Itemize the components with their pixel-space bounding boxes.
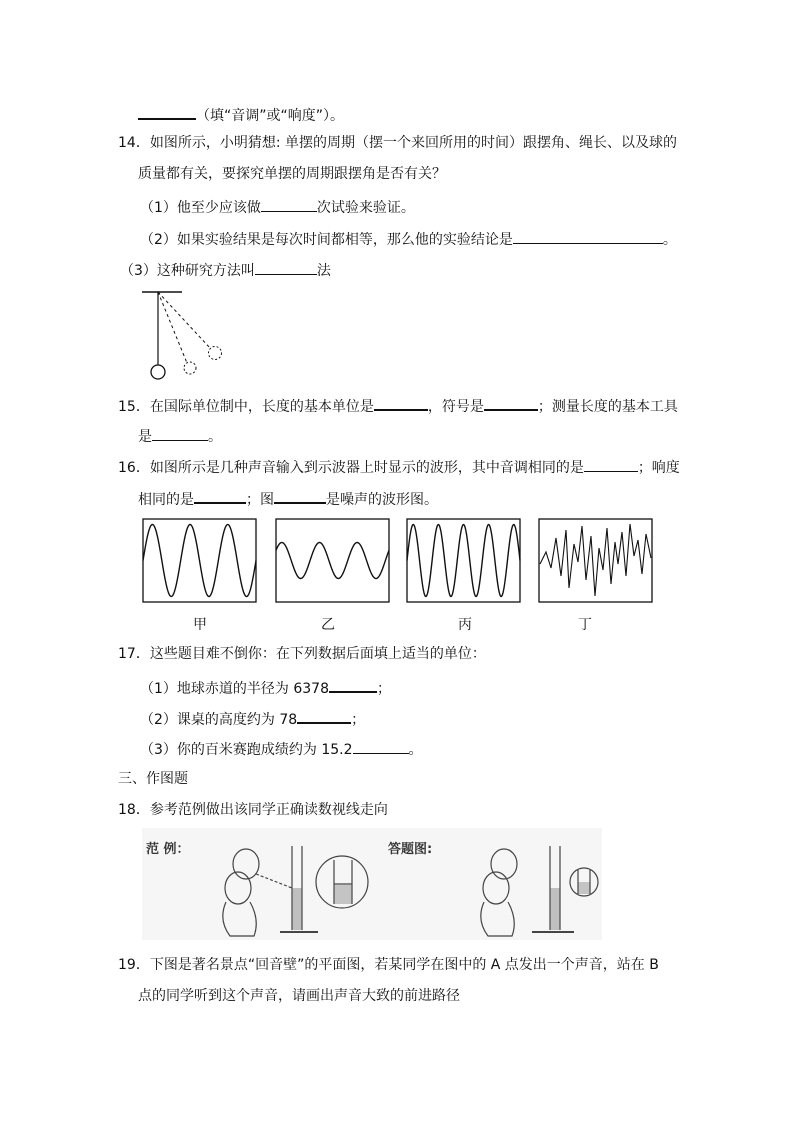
waveform-label-yi: 乙 [321, 617, 335, 633]
blank[interactable] [152, 425, 208, 441]
q17-line: 17．这些题目难不倒你：在下列数据后面填上适当的单位： [118, 646, 486, 662]
q14-sub-2: （2）如果实验结果是每次时间都相等，那么他的实验结论是 。 [140, 228, 677, 250]
answer-figure [384, 828, 602, 940]
q16-line-1: 16．如图所示是几种声音输入到示波器上时显示的波形，其中音调相同的是 ；响度 [118, 456, 680, 478]
q17-sub-3: （3）你的百米赛跑成绩约为 15.2 。 [140, 738, 423, 760]
blank[interactable] [297, 707, 351, 724]
q14-line-2: 质量都有关，要探究单摆的周期跟摆角是否有关？ [138, 166, 446, 182]
q18-line: 18．参考范例做出该同学正确读数视线走向 [118, 802, 388, 818]
blank[interactable] [584, 456, 638, 472]
blank[interactable] [329, 676, 377, 693]
dashed-string-1 [158, 292, 187, 363]
q14-line-1: 14．如图所示，小明猜想: 单摆的周期（摆一个来回所用的时间）跟摆角、绳长、以及球的 [118, 135, 677, 151]
waveform-bing [406, 518, 522, 604]
q15-line-1: 15．在国际单位制中，长度的基本单位是 ，符号是 ；测量长度的基本工具 [118, 394, 678, 417]
waveform-label-jia: 甲 [193, 617, 207, 633]
blank[interactable] [513, 228, 663, 244]
dashed-ball-2 [209, 347, 222, 360]
example-figure [142, 828, 408, 940]
blank[interactable] [261, 196, 317, 212]
answer-line-13: （填“音调”或“响度”）。 [138, 103, 344, 126]
reading-sketch [142, 828, 408, 940]
pendulum-figure [138, 286, 238, 386]
example-label: 范 例： [146, 842, 190, 857]
blank[interactable] [194, 487, 246, 504]
blank[interactable] [374, 394, 428, 411]
q15-line-2: 是 。 [138, 425, 222, 447]
blank[interactable] [138, 103, 196, 120]
q19-line-1: 19．下图是著名景点“回音壁”的平面图，若某同学在图中的 A 点发出一个声音，站在 B [118, 957, 659, 973]
waveform-ding [538, 518, 654, 604]
reading-sketch [384, 828, 602, 940]
q17-sub-1: （1）地球赤道的半径为 6378 ； [140, 676, 391, 699]
dashed-string-2 [158, 292, 210, 348]
blank[interactable] [274, 487, 326, 504]
answer-label: 答题图: [388, 842, 433, 857]
blank[interactable] [255, 259, 317, 275]
waveform-yi [275, 518, 391, 604]
blank[interactable] [484, 394, 538, 411]
waveform-jia [142, 518, 258, 604]
section-title: 三、作图题 [118, 771, 188, 787]
waveform-label-bing: 丙 [458, 617, 472, 633]
q16-line-2: 相同的是 ；图 是噪声的波形图。 [138, 487, 438, 510]
q14-sub-3: （3）这种研究方法叫 法 [120, 259, 331, 281]
q19-line-2: 点的同学听到这个声音，请画出声音大致的前进路径 [138, 988, 460, 1004]
pendulum-ball [151, 365, 165, 379]
q17-sub-2: （2）课桌的高度约为 78 ； [140, 707, 365, 730]
dashed-ball-1 [184, 362, 196, 374]
waveform-label-ding: 丁 [578, 617, 592, 633]
blank[interactable] [353, 738, 409, 754]
q14-sub-1: （1）他至少应该做 次试验来验证。 [140, 196, 415, 218]
